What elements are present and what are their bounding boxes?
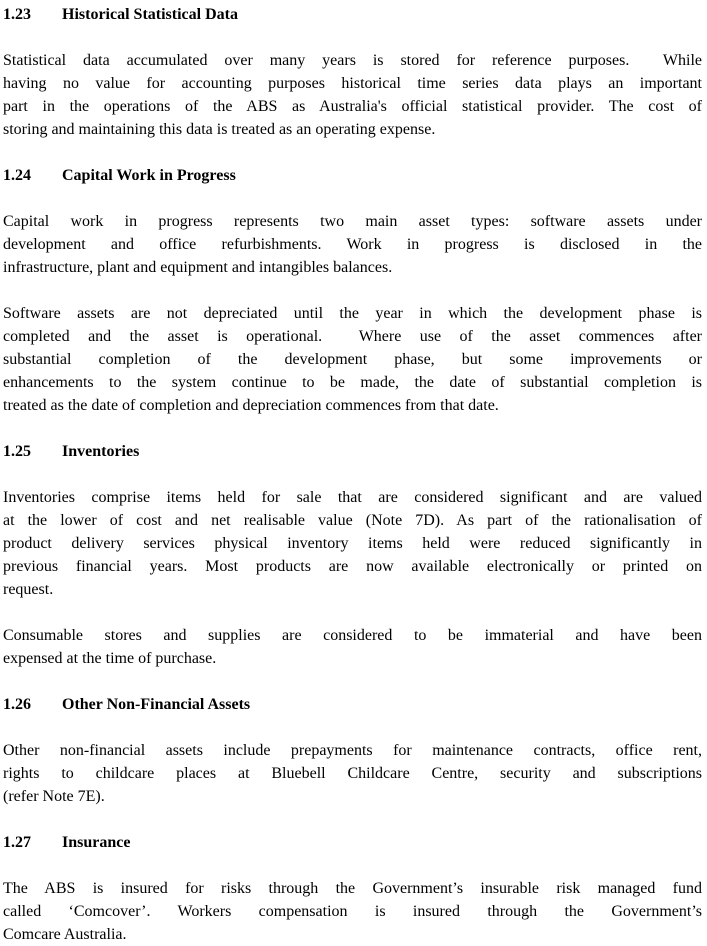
paragraph-line: infrastructure, plant and equipment and intangibles balances. bbox=[3, 259, 393, 276]
paragraph-line: expensed at the time of purchase. bbox=[3, 650, 217, 667]
paragraph bbox=[3, 739, 702, 808]
section-number: 1.27 bbox=[3, 834, 31, 851]
section-title: Capital Work in Progress bbox=[62, 167, 236, 184]
paragraph-line: Statistical data accumulated over many years is stored for reference purposes. While bbox=[3, 52, 702, 69]
paragraph-line: previous financial years. Most products are now available electronically or printed on bbox=[3, 558, 702, 575]
paragraph-line: substantial completion of the development phase, but some improvements or bbox=[3, 351, 702, 368]
paragraph-line: storing and maintaining this data is treated as an operating expense. bbox=[3, 121, 436, 138]
paragraph-line: Software assets are not depreciated until the year in which the development phase is bbox=[3, 305, 702, 322]
paragraph-line: request. bbox=[3, 581, 54, 598]
paragraph-line: Capital work in progress represents two main asset types: software assets under bbox=[3, 213, 702, 230]
paragraph bbox=[3, 486, 702, 601]
section-number: 1.23 bbox=[3, 6, 31, 23]
section-number: 1.26 bbox=[3, 696, 31, 713]
paragraph-line: enhancements to the system continue to be made, the date of substantial completion is bbox=[3, 374, 702, 391]
paragraph bbox=[3, 302, 702, 417]
paragraph-line: rights to childcare places at Bluebell Childcare Centre, security and subscriptions bbox=[3, 765, 702, 782]
section-heading bbox=[3, 3, 702, 26]
paragraph-line: completed and the asset is operational. Where use of the asset commences after bbox=[3, 328, 702, 345]
paragraph-line: having no value for accounting purposes historical time series data plays an important bbox=[3, 75, 702, 92]
paragraph bbox=[3, 877, 702, 946]
paragraph-line: The ABS is insured for risks through the Government’s insurable risk managed fund bbox=[3, 880, 702, 897]
section-title: Insurance bbox=[62, 834, 131, 851]
paragraph-line: at the lower of cost and net realisable value (Note 7D). As part of the rationalisation of bbox=[3, 512, 702, 529]
paragraph-line: Comcare Australia. bbox=[3, 926, 127, 943]
paragraph-line: product delivery services physical inventory items held were reduced significantly in bbox=[3, 535, 702, 552]
paragraph bbox=[3, 210, 702, 279]
paragraph bbox=[3, 624, 702, 670]
section-title: Historical Statistical Data bbox=[62, 6, 238, 23]
section-number: 1.24 bbox=[3, 167, 31, 184]
paragraph-line: (refer Note 7E). bbox=[3, 788, 105, 805]
section-heading bbox=[3, 440, 702, 463]
paragraph-line: Other non-financial assets include prepayments for maintenance contracts, office rent, bbox=[3, 742, 702, 759]
paragraph-line: Consumable stores and supplies are considered to be immaterial and have been bbox=[3, 627, 702, 644]
section-heading bbox=[3, 164, 702, 187]
paragraph-line: development and office refurbishments. Work in progress is disclosed in the bbox=[3, 236, 702, 253]
section-heading bbox=[3, 693, 702, 716]
paragraph-line: Inventories comprise items held for sale that are considered significant and are valued bbox=[3, 489, 702, 506]
paragraph-line: called ‘Comcover’. Workers compensation is insured through the Government’s bbox=[3, 903, 702, 920]
paragraph bbox=[3, 49, 702, 141]
section-title: Inventories bbox=[62, 443, 140, 460]
paragraph-line: treated as the date of completion and depreciation commences from that date. bbox=[3, 397, 499, 414]
section-heading bbox=[3, 831, 702, 854]
paragraph-line: part in the operations of the ABS as Australia's official statistical provider. The cost of bbox=[3, 98, 702, 115]
section-number: 1.25 bbox=[3, 443, 31, 460]
section-title: Other Non-Financial Assets bbox=[62, 696, 251, 713]
